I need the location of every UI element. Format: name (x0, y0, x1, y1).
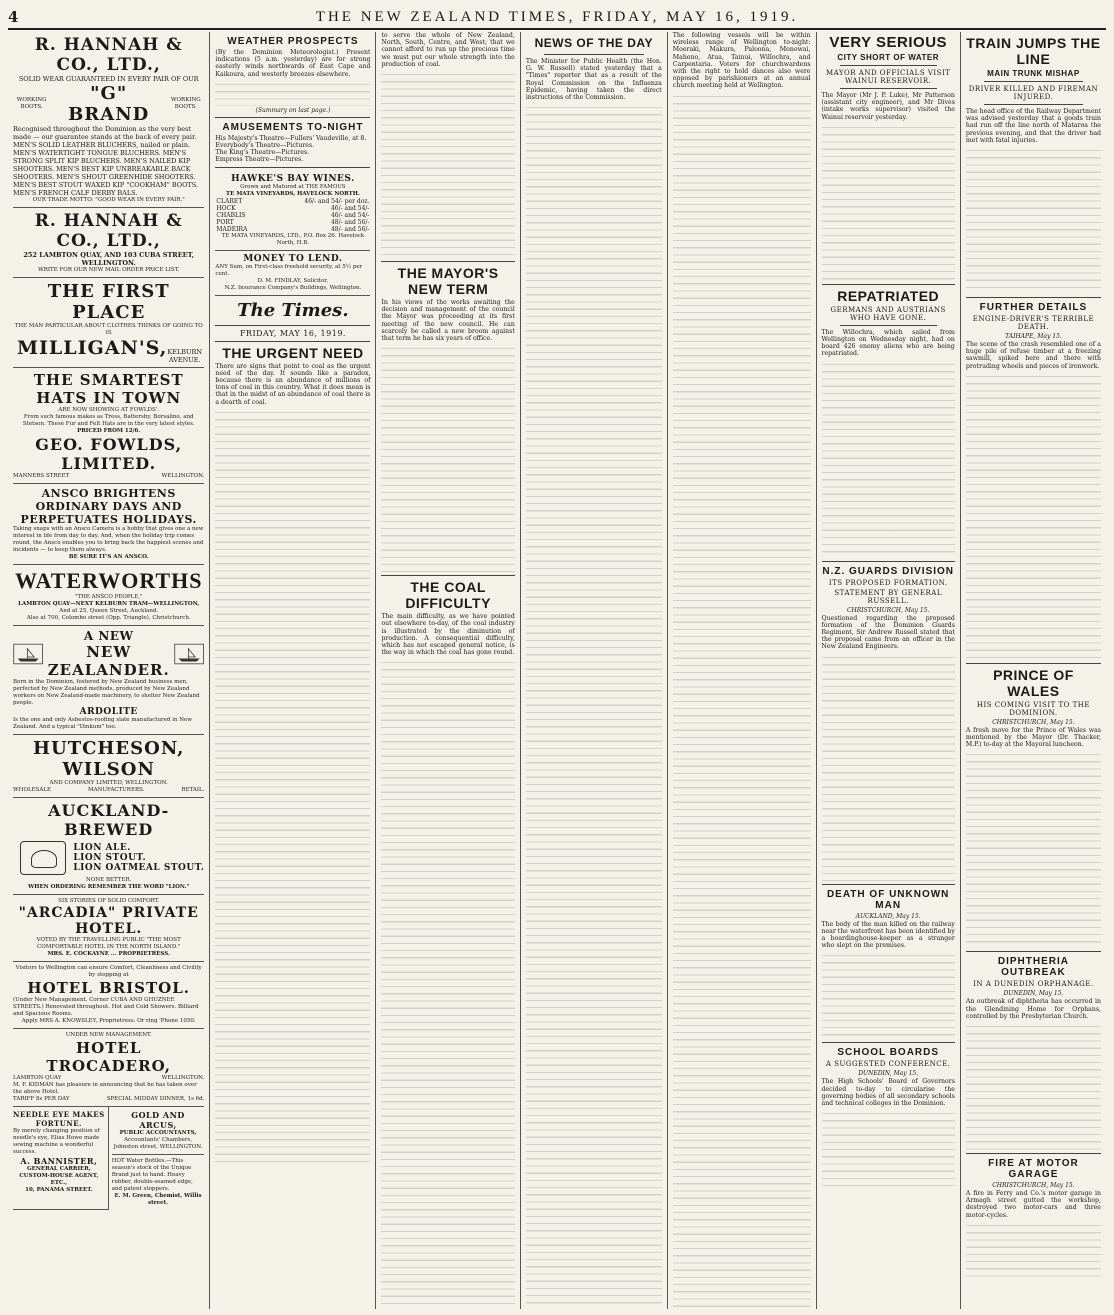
ad-title: GOLD AND ARCUS, (131, 1110, 185, 1130)
ad-title: HAWKE'S BAY WINES. (231, 173, 355, 184)
continued-text: to serve the whole of New Zealand, North, South, Centre, and West; that we cannot afford to run up the precious time we must put our whole strength into the production of coal. (381, 32, 515, 68)
mayor-heading: THE MAYOR'S NEW TERM (397, 265, 499, 298)
ad-title: THE SMARTEST HATS IN TOWN (33, 371, 184, 407)
ad-note: WHEN ORDERING REMEMBER THE WORD "LION." (28, 884, 190, 890)
repatriated-body: The Willochra, which sailed from Wellington on Wednesday night, had on board 426 enemy aliens who are being repatriated. (821, 328, 955, 358)
ad-sub: "THE ANSCO PEOPLE," (74, 594, 143, 600)
diphtheria-body: An outbreak of diphtheria has occurred in the Glendining Home for Orphans, controlled by the Presbyterian Church. (965, 998, 1101, 1020)
times-logo: The Times. (237, 299, 349, 321)
diphtheria-dateline: DUNEDIN, May 15. (1003, 990, 1064, 998)
ad-body: Is the one and only Asbestos-roofing slate manufactured in New Zealand. And a typical "Dinkum" too. (13, 717, 193, 730)
ad-gold-arcus (112, 1107, 205, 1155)
ad-milligan (13, 278, 204, 368)
amusements-heading: AMUSEMENTS TO-NIGHT (222, 121, 364, 133)
ad-bristol (13, 962, 204, 1029)
fire-heading: FIRE AT MOTOR GARAGE (988, 1158, 1079, 1181)
guards-dateline: CHRISTCHURCH, May 15. (846, 606, 930, 614)
ad-body: ANY Sum, on First-class freehold security, at 5½ per cent. (215, 263, 363, 277)
ad-hannah-boots (13, 32, 204, 208)
ad-address: N.Z. Insurance Company's Buildings, Wellington. (224, 284, 362, 291)
ad-title: NEEDLE EYE MAKES FORTUNE. (13, 1110, 105, 1128)
ad-top: Visitors to Wellington can ensure Comfort, Cleanliness and Civility by stopping at (15, 965, 202, 978)
death-heading: DEATH OF UNKNOWN MAN (826, 888, 950, 911)
diphtheria-heading: DIPHTHERIA OUTBREAK (997, 956, 1069, 979)
ad-address: Also at 700, Colombo street (Opp. Triangle), Christchurch. (26, 615, 191, 621)
ad-line: SOLID WEAR GUARANTEED IN EVERY PAIR OF OUR (18, 75, 199, 83)
wine-name: MADEIRA (216, 225, 248, 233)
amusement-item: His Majesty's Theatre—Fullers' Vaudeville, at 8. (215, 134, 367, 142)
news-continued: The following vessels will be within wireless range of Wellington to-night: Moeraki, Makura, Paloona, Monowai, Maheno, Atua, Tainui, Willochra, and Carpentaria. Voters for churchwardens with the right to hold dances also were opposed by parishioners at an annual church meeting held at Wellington. (672, 32, 811, 90)
prince-dateline: CHRISTCHURCH, May 15. (992, 718, 1075, 726)
ship-logo-icon (174, 640, 204, 668)
wine-price: 48/- and 56/- (330, 225, 370, 233)
ad-line: AND COMPANY LIMITED, WELLINGTON. (49, 780, 168, 786)
columns (8, 32, 1106, 1309)
ad-note: BE SURE IT'S AN ANSCO. (68, 554, 149, 560)
further-dateline: TAIHAPE, May 15. (1005, 333, 1062, 341)
serious-heading: VERY SERIOUS (829, 34, 948, 51)
wine-price-table (215, 198, 370, 233)
ad-line: THE MAN PARTICULAR ABOUT CLOTHES THINKS OF GOING TO IS (14, 323, 203, 336)
ad-title: THE FIRST PLACE (47, 281, 170, 323)
train-deck: DRIVER KILLED AND FIREMAN INJURED. (968, 85, 1099, 101)
fire-dateline: CHRISTCHURCH, May 15. (992, 1182, 1075, 1190)
lion-logo-icon (20, 841, 66, 875)
wine-row (215, 212, 370, 219)
guards-heading: N.Z. GUARDS DIVISION (822, 565, 955, 577)
repatriated-deck: GERMANS AND AUSTRIANS WHO HAVE GONE. (830, 305, 946, 322)
ad-wines (215, 171, 370, 251)
ad-title: AUCKLAND-BREWED (48, 801, 170, 839)
ad-title: HOTEL TROCADERO, (46, 1039, 171, 1075)
ad-line: Grown and Matured at THE FAMOUS (240, 183, 346, 190)
ad-side: WHOLESALE (13, 787, 52, 793)
wine-name: CLARET (216, 197, 243, 205)
coal-heading: THE COAL DIFFICULTY (405, 579, 491, 612)
ad-line: ARE NOW SHOWING AT FOWLDS'. (58, 407, 159, 413)
ad-line: TE MATA VINEYARDS, HAVELOCK NORTH. (226, 190, 360, 197)
ad-street: KELBURN AVENUE. (167, 348, 203, 364)
urgent-heading: THE URGENT NEED (222, 344, 364, 361)
ad-hot-water-bottles (112, 1155, 205, 1210)
train-body: The head office of the Railway Department was advised yesterday that a goods train had run off the line north of Mataroa the previous evening, and that the driver had met with fatal injuries. (965, 108, 1101, 144)
column-advertisements (8, 32, 210, 1309)
ad-title: HUTCHESON, WILSON (33, 738, 185, 780)
ad-address: 10, PANAMA STREET. (25, 1187, 93, 1193)
ad-trocadero (13, 1029, 204, 1107)
schools-deck: A SUGGESTED CONFERENCE. (825, 1060, 951, 1069)
ad-prop: MRS. E. COCKAYNE ... PROPRIETRESS. (47, 951, 170, 957)
ad-street: MANNERS STREET (13, 473, 70, 479)
ad-price: PRICED FROM 12/6. (77, 428, 141, 434)
ad-city: WELLINGTON. (161, 473, 205, 479)
wine-row (215, 198, 370, 205)
ad-fowlds (13, 368, 204, 484)
wine-name: PORT (216, 218, 234, 226)
column-5 (668, 32, 817, 1309)
wine-row (215, 219, 370, 226)
train-heading: TRAIN JUMPS THE LINE (966, 35, 1101, 67)
ad-address: Accountants' Chambers, Johnston street, WELLINGTON. (113, 1137, 203, 1150)
ad-address: And at 25, Queen Street, Auckland. (59, 608, 159, 614)
wine-price: 46/- and 54/- (330, 204, 370, 212)
coal-body: The main difficulty, as we have pointed out elsewhere to-day, of the coal industry is illustrated by the diminution of production. A consequential difficulty, which has not escaped general notice, is the way in which the coal has gone round. (381, 613, 515, 657)
page-number: 4 (8, 8, 19, 26)
ad-hutcheson (13, 735, 204, 798)
ad-apply: Apply MRS A. KNOWSLEY, Proprietress. Or ring 'Phone 1050. (21, 1018, 196, 1024)
ad-body: HOT Water Bottles.—This season's stock of the Unique Brand just to hand. Heavy rubber, double-seamed edge, and patent stoppers. (111, 1158, 193, 1192)
ad-row-bottom (13, 1107, 204, 1210)
ad-body: Recognised throughout the Dominion as the very best made — our guarantee stands at the back of every pair. MEN'S SOLID LEATHER BLUCHERS, nailed or plain. MEN'S WATERTIGHT TONGUE BLUCHERS. MEN'S STRONG SPLIT KIP BLUCHERS. MEN'S NAILED KIP SHOOTERS. MEN'S BEST KIP UNBREAKABLE BACK SHOOTERS. MEN'S SHOUT GREENHIDE SHOOTERS. MEN'S BEST STOUT WAXED KIP "COOKHAM" BOOTS. MEN'S FRENCH CALF DERBY BALS. (13, 125, 199, 197)
editorial-date: FRIDAY, MAY 16, 1919. (239, 328, 346, 338)
ad-top: UNDER NEW MANAGEMENT. (65, 1032, 152, 1038)
column-2 (210, 32, 376, 1309)
prince-heading: PRINCE OF WALES (993, 666, 1074, 699)
amusement-item: Empress Theatre—Pictures. (215, 156, 304, 164)
repatriated-heading: REPATRIATED (837, 287, 940, 304)
ad-title: MONEY TO LEND. (243, 253, 343, 264)
ad-address: LAMBTON QUAY—NEXT KELBURN TRAM—WELLINGTON, (18, 601, 200, 607)
column-6 (817, 32, 961, 1309)
ship-logo-icon (13, 640, 43, 668)
prince-body: A fresh move for the Prince of Wales was mentioned by the Mayor (Dr. Thacker, M.P.) to-day at the Mayoral luncheon. (965, 726, 1101, 749)
wine-name: HOCK (216, 204, 236, 212)
further-deck: ENGINE-DRIVER'S TERRIBLE DEATH. (972, 315, 1095, 332)
further-body: The scene of the crash resembled one of a huge pile of refuse timber at a freezing sawmill, spiked here and there with protruding wheels and pieces of ironwork. (965, 341, 1101, 370)
ad-arcadia (13, 895, 204, 962)
ad-business: GENERAL CARRIER, CUSTOM-HOUSE AGENT, ETC., (19, 1166, 99, 1186)
ad-note: TE MATA VINEYARDS, LTD., P.O. Box 26. Havelock North, H.B. (221, 232, 365, 246)
ad-line: LION OATMEAL STOUT. (73, 863, 205, 873)
wine-price: 46/- and 54/- per doz. (304, 197, 370, 205)
train-subheading: MAIN TRUNK MISHAP (987, 69, 1080, 78)
serious-body: The Mayor (Mr J. P. Luke), Mr Patterson (assistant city engineer), and Mr Dives (intake works supervisor) visited the Wainui reservoir yesterday. (821, 92, 955, 121)
weather-body: (By the Dominion Meteorologist.) Present indications (5 a.m. yesterday) are for strong easterly winds northwards of East Cape and Kaikoura, and westerly breezes elsewhere. (215, 49, 371, 78)
ad-brand: "G" BRAND (68, 83, 150, 125)
ad-body: Born in the Dominion, fostered by New Zealand business men, perfected by New Zealand methods, produced by New Zealand workers on New Zealand-made machinery, to shelter New Zealand people. (13, 679, 200, 706)
ad-money (215, 251, 370, 296)
masthead-title: THE NEW ZEALAND TIMES, FRIDAY, MAY 16, 1919. (315, 8, 799, 25)
ad-needle (13, 1107, 109, 1210)
serious-subheading: CITY SHORT OF WATER (837, 53, 940, 62)
schools-dateline: DUNEDIN, May 15. (858, 1070, 919, 1078)
ad-ansco (13, 484, 204, 565)
wine-price: 46/- and 54/- (330, 211, 370, 219)
ad-street: LAMBTON QUAY (13, 1075, 62, 1081)
ad-motto: OUR TRADE MOTTO: "GOOD WEAR IN EVERY PAIR." (32, 197, 185, 203)
urgent-body: There are signs that point to coal as the urgent need of the day. It sounds like a paradox, because there is an abundance of millions of tons of coal in this country. What it does mean is that in the midst of an abundance of coal there is a dearth of coal. (215, 362, 371, 406)
schools-body: The High Schools' Board of Governors decided to-day to circularise the governing bodies of all secondary schools and technical colleges in the Dominion. (821, 1078, 955, 1108)
column-7 (961, 32, 1106, 1309)
guards-deck-2: STATEMENT BY GENERAL RUSSELL. (834, 588, 942, 605)
ad-title: "ARCADIA" PRIVATE HOTEL. (18, 905, 199, 937)
column-4 (521, 32, 668, 1309)
news-body: The Minister for Public Health (the Hon. G. W. Russell) stated yesterday that a "Times" reporter that as a result of the Royal Commission on the Influenza Epidemic, having taken the direct instructions of the Commission. (525, 58, 662, 102)
ad-title: R. HANNAH & CO., LTD., (34, 211, 183, 251)
ad-line: A NEW (83, 629, 134, 643)
further-heading: FURTHER DETAILS (979, 302, 1088, 314)
ad-line: VOTED BY THE TRAVELLING PUBLIC "THE MOST COMFORTABLE HOTEL IN THE NORTH ISLAND." (36, 937, 181, 950)
ad-name: GEO. FOWLDS, LIMITED. (35, 435, 183, 473)
ad-title: HOTEL BRISTOL. (27, 979, 190, 997)
ad-waterworths (13, 565, 204, 626)
ad-line: PUBLIC ACCOUNTANTS, (119, 1130, 197, 1136)
ad-name: E. M. Green, Chemist, Willis street. (114, 1193, 202, 1206)
ad-address: 252 LAMBTON QUAY, AND 103 CUBA STREET, WELLINGTON. (23, 251, 194, 267)
ad-title: ANSCO BRIGHTENS ORDINARY DAYS AND PERPETUATES HOLIDAYS. (20, 487, 197, 526)
wine-price: 48/- and 56/- (330, 218, 370, 226)
weather-heading: WEATHER PROSPECTS (227, 36, 359, 47)
ad-body: M. F. KIDMAN has pleasure in announcing that he has taken over the above Hotel. (13, 1082, 197, 1095)
serious-deck: MAYOR AND OFFICIALS VISIT WAINUI RESERVOIR. (825, 69, 951, 85)
prince-deck: HIS COMING VISIT TO THE DOMINION. (976, 700, 1090, 717)
ad-name: D. M. FINDLAY, Solicitor, (257, 277, 329, 284)
ad-top: SIX STORIES OF SOLID COMFORT. (58, 898, 160, 904)
ad-title: WATERWORTHS (14, 568, 203, 593)
amusement-item: The King's Theatre—Pictures. (215, 149, 310, 157)
ad-side: WORKING BOOTS. (16, 97, 47, 110)
ad-special: SPECIAL MIDDAY DINNER, 1s 6d. (106, 1096, 205, 1102)
ad-lion-ale (13, 798, 204, 895)
diphtheria-deck: IN A DUNEDIN ORPHANAGE. (973, 980, 1094, 989)
fire-body: A fire in Ferry and Co.'s motor garage in Armagh street gutted the workshop, destroyed two motor-cars and three motor-cycles. (965, 1190, 1101, 1219)
ad-name: MILLIGAN'S, (17, 337, 168, 359)
mayor-body: In his views of the works awaiting the decision and management of the council the Mayor was proceeding at its first meeting of the new council. He can scarcely be called a new broom against that term he has six years of office. (381, 299, 515, 343)
ad-line: LION ALE. (73, 843, 131, 853)
weather-note: (Summary on last page.) (255, 106, 331, 114)
urgent-body-continued (215, 406, 370, 1166)
ad-body: By merely changing position of needle's eye, Elias Howe made sewing machine a wonderful success. (13, 1128, 100, 1155)
death-dateline: AUCKLAND, May 15. (855, 912, 921, 920)
ad-body: (Under New Management. Corner CUBA AND GHUZNEE STREETS.) Renovated throughout. Hot and Cold Showers. Billiard and Spacious Rooms. (13, 997, 199, 1017)
ad-body: Taking snaps with an Ansco Camera is a hobby that gives one a new interest in life from day to day. And, when the holiday trip comes round, the Ansco enables you to bring back the happiest scenes and incidents — to keep them always. (13, 526, 204, 553)
ad-city: WELLINGTON. (161, 1075, 205, 1081)
ad-product: ARDOLITE (79, 707, 138, 717)
wine-row (215, 226, 370, 233)
ad-name: A. BANNISTER, (20, 1156, 98, 1166)
ad-new-zealander (13, 626, 204, 735)
guards-deck: ITS PROPOSED FORMATION. (828, 578, 948, 587)
ad-body: From such famous makes as Tress, Battersby, Borsalino, and Stetson. These Fur and Felt Hats are in the very latest styles. (22, 414, 195, 427)
ad-title: NEW ZEALANDER. (47, 643, 170, 679)
ad-side: RETAIL. (181, 787, 205, 793)
ad-side: WORKING BOOTS. (170, 97, 201, 110)
ad-side: MANUFACTURERS. (87, 787, 145, 793)
ad-note: WRITE FOR OUR NEW MAIL ORDER PRICE LIST. (38, 267, 180, 273)
ad-hannah-address (13, 208, 204, 278)
ad-title: R. HANNAH & CO., LTD., (34, 35, 183, 75)
schools-heading: SCHOOL BOARDS (837, 1047, 940, 1059)
ad-none: NONE BETTER. (86, 877, 132, 883)
masthead (8, 6, 1106, 30)
wine-name: CHABLIS (216, 211, 246, 219)
ad-tariff: TARIFF 8s PER DAY (13, 1096, 70, 1102)
news-heading: NEWS OF THE DAY (534, 36, 653, 50)
amusement-item: Everybody's Theatre—Pictures. (215, 142, 315, 150)
ad-line: LION STOUT. (73, 853, 147, 863)
death-body: The body of the man killed on the railway near the waterfront has been identified by a boardinghouse-keeper as a stranger who slept on the premises. (821, 920, 955, 950)
wine-row (215, 205, 370, 212)
column-3 (376, 32, 520, 1309)
guards-body: Questioned regarding the proposed formation of the Dominion Guards Regiment, Sir Andrew Russell stated that the proposal came from an officer in the New Zealand Engineers. (821, 614, 955, 651)
